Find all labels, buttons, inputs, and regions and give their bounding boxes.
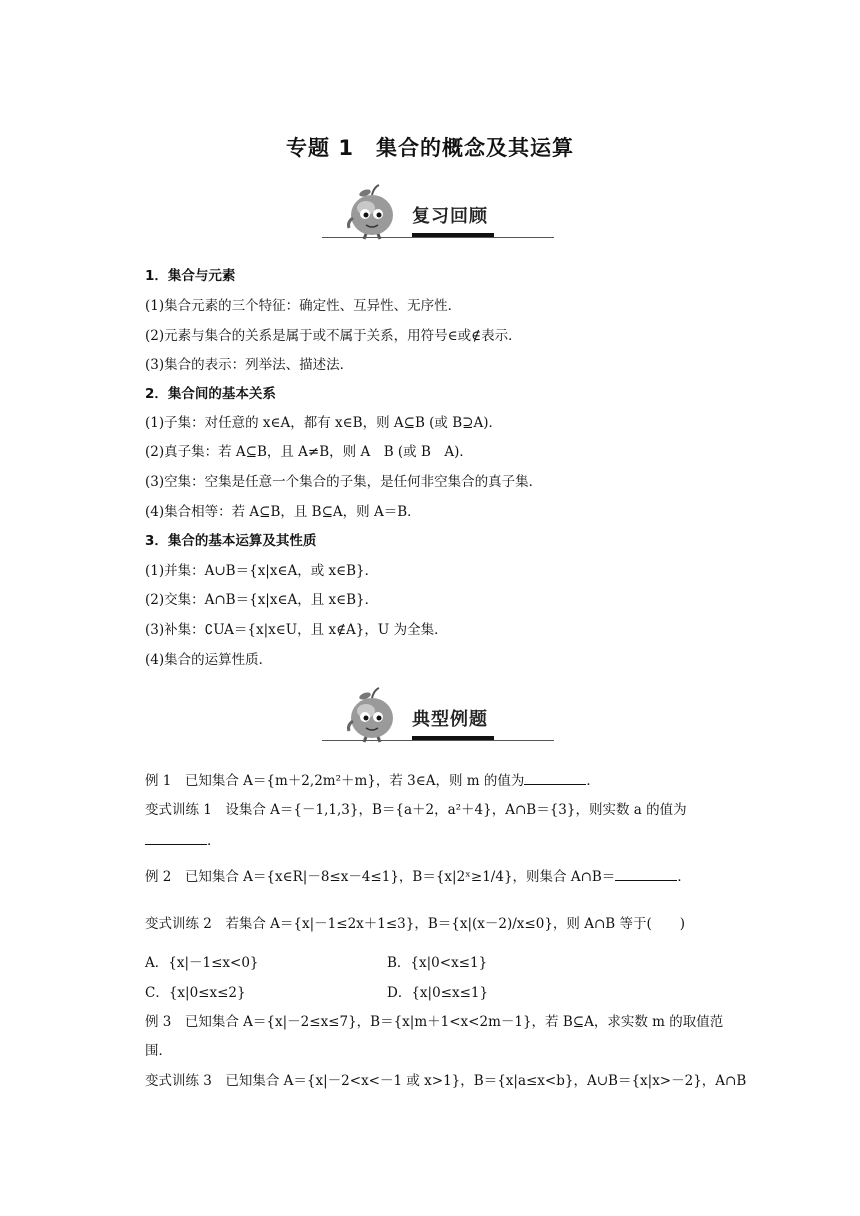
variant-1-cont: ．: [145, 830, 221, 851]
section-heading: 3．集合的基本运算及其性质: [145, 533, 317, 549]
variant-2: 变式训练 2 若集合 A＝{x|－1≤2x＋1≤3}，B＝{x|(x－2)/x≤0}，则 A∩B 等于( ): [145, 916, 686, 932]
text-line: (3)集合的表示：列举法、描述法．: [145, 357, 354, 373]
text-line: (4)集合的运算性质．: [145, 652, 273, 668]
answer-blank: [524, 770, 586, 785]
option-a: A．{x|－1≤x<0}: [145, 955, 259, 971]
example-3-cont: 围．: [145, 1043, 172, 1059]
example-3: 例 3 已知集合 A＝{x|－2≤x≤7}，B＝{x|m＋1<x<2m－1}，若 B⊆A，求实数 m 的取值范: [145, 1014, 724, 1030]
answer-blank: [615, 866, 677, 881]
section-banner-review: [322, 182, 554, 244]
banner-label: 复习回顾: [412, 206, 488, 227]
text-line: (2)交集：A∩B＝{x|x∈A，且 x∈B}．: [145, 592, 379, 608]
text-line: (3)空集：空集是任意一个集合的子集，是任何非空集合的真子集．: [145, 474, 543, 490]
apple-mascot-icon: [344, 685, 400, 743]
variant-1: 变式训练 1 设集合 A＝{－1,1,3}，B＝{a＋2，a²＋4}，A∩B＝{3}，则实数 a 的值为: [145, 802, 687, 818]
apple-mascot-icon: [344, 182, 400, 240]
example-1: 例 1 已知集合 A＝{m＋2,2m²＋m}，若 3∈A，则 m 的值为 ．: [145, 770, 600, 791]
text-line: (3)补集：∁UA＝{x|x∈U，且 x∉A}，U 为全集．: [145, 622, 448, 638]
variant-3: 变式训练 3 已知集合 A＝{x|－2<x<－1 或 x>1}，B＝{x|a≤x<b}，A∪B＝{x|x>－2}，A∩B: [145, 1073, 747, 1089]
text-line: (2)元素与集合的关系是属于或不属于关系，用符号∈或∉表示．: [145, 328, 522, 344]
text-line: (1)子集：对任意的 x∈A，都有 x∈B，则 A⊆B (或 B⊇A)．: [145, 415, 502, 431]
text-line: (1)集合元素的三个特征：确定性、互异性、无序性．: [145, 298, 462, 314]
option-b: B．{x|0<x≤1}: [387, 955, 488, 971]
divider: [322, 740, 554, 741]
example-2: 例 2 已知集合 A＝{x∈R|－8≤x－4≤1}，B＝{x|2ˣ≥1/4}，则集合 A∩B＝ ．: [145, 866, 691, 887]
option-d: D．{x|0≤x≤1}: [387, 985, 489, 1001]
text-line: (4)集合相等：若 A⊆B，且 B⊆A，则 A＝B．: [145, 504, 421, 520]
option-c: C．{x|0≤x≤2}: [145, 985, 246, 1001]
section-heading: 2．集合间的基本关系: [145, 386, 276, 402]
page-title: 专题 1 集合的概念及其运算: [286, 136, 574, 160]
section-banner-examples: [322, 685, 554, 747]
divider: [322, 237, 554, 238]
text-line: (2)真子集：若 A⊆B，且 A≠B，则 A B (或 B A)．: [145, 444, 473, 460]
banner-label: 典型例题: [412, 709, 488, 730]
section-heading: 1．集合与元素: [145, 268, 236, 284]
answer-blank: [145, 830, 207, 845]
text-line: (1)并集：A∪B＝{x|x∈A，或 x∈B}．: [145, 563, 379, 579]
